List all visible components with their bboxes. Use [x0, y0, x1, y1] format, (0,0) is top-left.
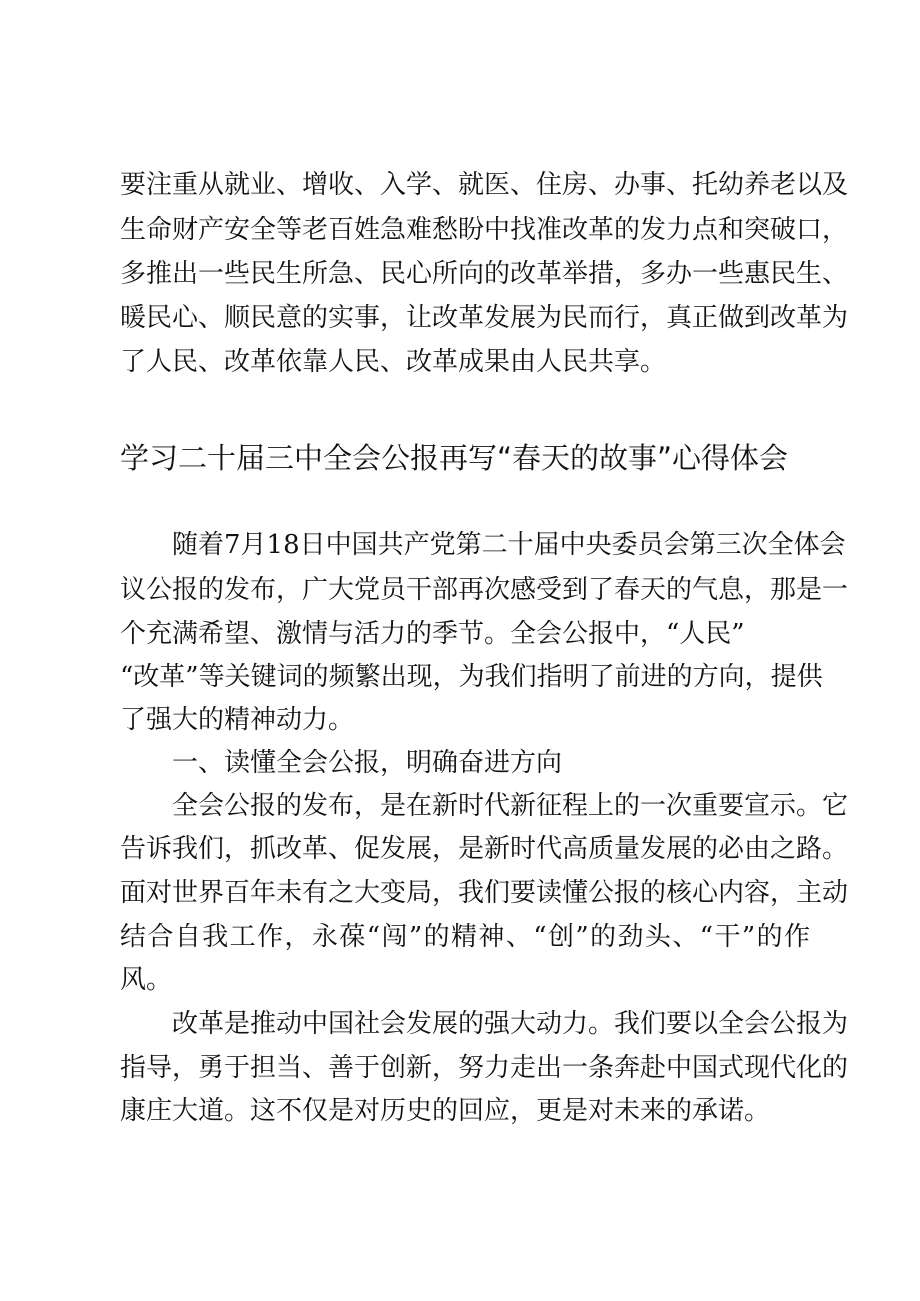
- section1-p2-line-1: 改革是推动中国社会发展的强大动力。我们要以全会公报为: [172, 1009, 849, 1039]
- top-paragraph-line-2: 生命财产安全等老百姓急难愁盼中找准改革的发力点和突破口，: [120, 215, 849, 245]
- section1-p2-line-2: 指导，勇于担当、善于创新，努力走出一条奔赴中国式现代化的: [120, 1053, 849, 1083]
- section1-p2-line-3: 康庄大道。这不仅是对历史的回应，更是对未来的承诺。: [120, 1096, 771, 1126]
- intro-line-5: 了强大的精神动力。: [120, 705, 355, 735]
- section1-p1-line-1: 全会公报的发布，是在新时代新征程上的一次重要宣示。它: [172, 791, 849, 821]
- section1-p1-line-5: 风。: [120, 965, 173, 995]
- section1-p1-line-2: 告诉我们，抓改革、促发展，是新时代高质量发展的必由之路。: [120, 834, 849, 864]
- top-paragraph-line-3: 多推出一些民生所急、民心所向的改革举措，多办一些惠民生、: [120, 259, 849, 289]
- top-paragraph-line-5: 了人民、改革依靠人民、改革成果由人民共享。: [120, 347, 667, 377]
- section1-heading: 一、读懂全会公报，明确奋进方向: [172, 748, 563, 778]
- intro-line-1: 随着7月18日中国共产党第二十届中央委员会第三次全体会: [172, 530, 846, 560]
- intro-line-2: 议公报的发布，广大党员干部再次感受到了春天的气息，那是一: [120, 575, 849, 605]
- top-paragraph-line-1: 要注重从就业、增收、入学、就医、住房、办事、托幼养老以及: [120, 170, 849, 200]
- intro-line-4: “改革”等关键词的频繁出现，为我们指明了前进的方向，提供: [120, 662, 823, 692]
- section1-p1-line-3: 面对世界百年未有之大变局，我们要读懂公报的核心内容，主动: [120, 878, 849, 908]
- section1-p1-line-4: 结合自我工作，永葆“闯”的精神、“创”的劲头、“干”的作: [120, 922, 810, 952]
- intro-line-3: 个充满希望、激情与活力的季节。全会公报中，“人民”: [120, 619, 745, 649]
- article-title: 学习二十届三中全会公报再写“春天的故事”心得体会: [120, 441, 789, 475]
- top-paragraph-line-4: 暖民心、顺民意的实事，让改革发展为民而行，真正做到改革为: [120, 303, 849, 333]
